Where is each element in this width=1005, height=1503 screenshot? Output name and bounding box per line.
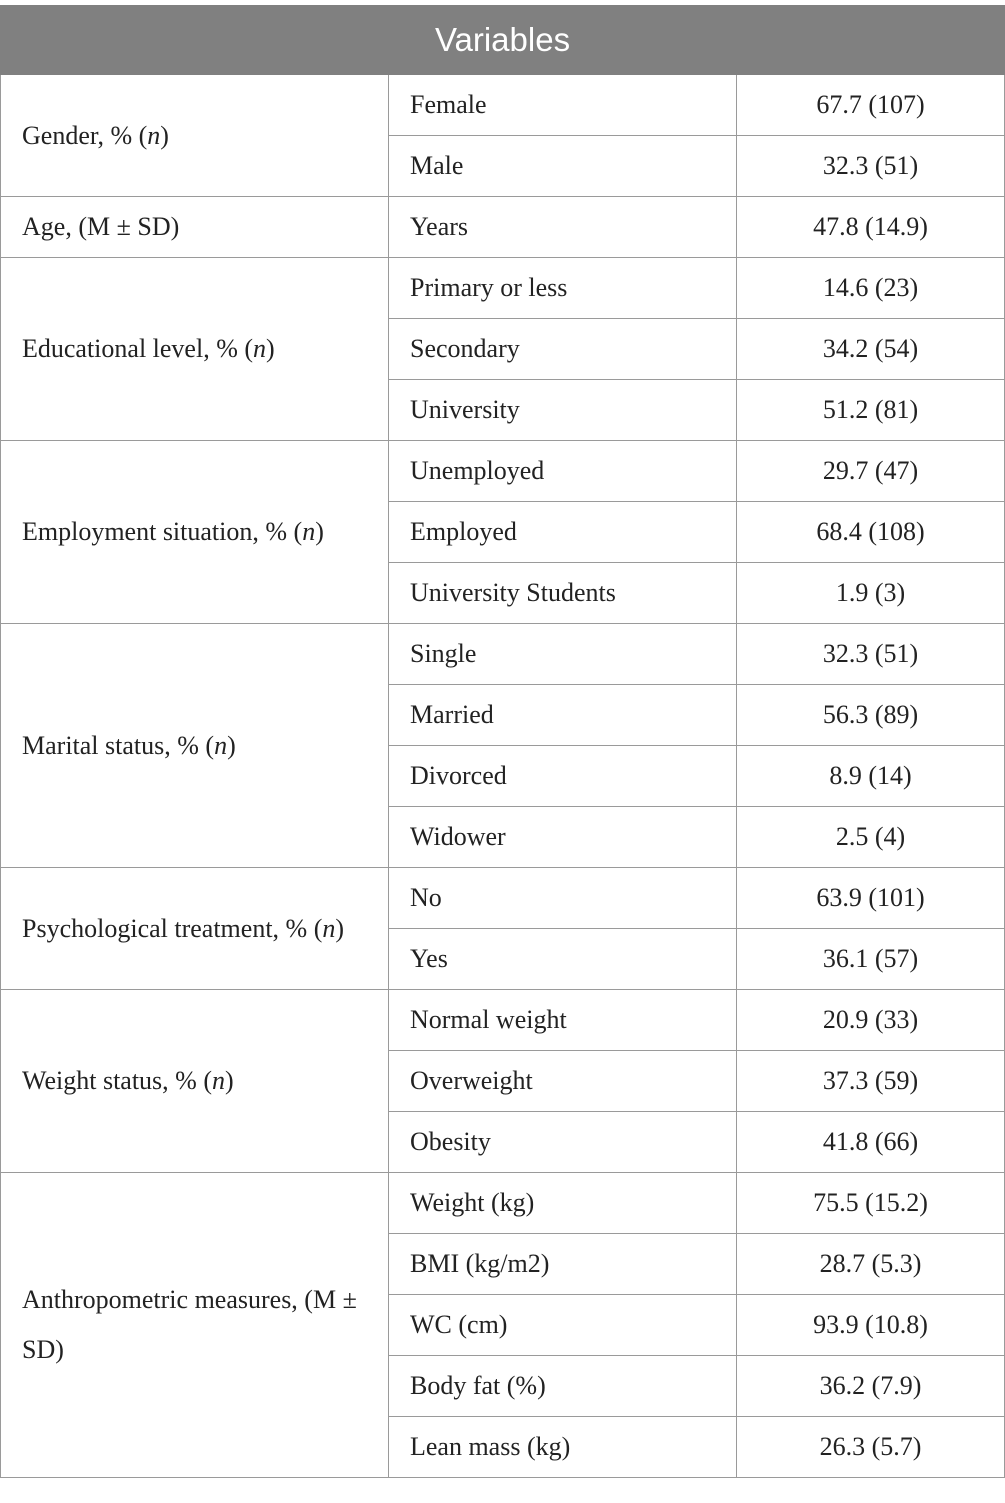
variable-label: Anthropometric measures, (M ± SD) xyxy=(1,1173,389,1478)
value-cell: 14.6 (23) xyxy=(737,258,1005,319)
value-cell: 68.4 (108) xyxy=(737,502,1005,563)
value-cell: 26.3 (5.7) xyxy=(737,1417,1005,1478)
value-cell: 29.7 (47) xyxy=(737,441,1005,502)
value-cell: 8.9 (14) xyxy=(737,746,1005,807)
category-cell: Female xyxy=(389,75,737,136)
category-cell: No xyxy=(389,868,737,929)
category-cell: Obesity xyxy=(389,1112,737,1173)
category-cell: Unemployed xyxy=(389,441,737,502)
value-cell: 1.9 (3) xyxy=(737,563,1005,624)
value-cell: 34.2 (54) xyxy=(737,319,1005,380)
table-row xyxy=(1,75,1005,136)
value-cell: 47.8 (14.9) xyxy=(737,197,1005,258)
value-cell: 36.2 (7.9) xyxy=(737,1356,1005,1417)
value-cell: 36.1 (57) xyxy=(737,929,1005,990)
table-container xyxy=(0,5,1004,1478)
variable-label: Weight status, % (n) xyxy=(1,990,389,1173)
value-cell: 93.9 (10.8) xyxy=(737,1295,1005,1356)
category-cell: WC (cm) xyxy=(389,1295,737,1356)
table-row xyxy=(1,868,1005,929)
category-cell: Primary or less xyxy=(389,258,737,319)
value-cell: 28.7 (5.3) xyxy=(737,1234,1005,1295)
table-row xyxy=(1,441,1005,502)
value-cell: 67.7 (107) xyxy=(737,75,1005,136)
category-cell: Normal weight xyxy=(389,990,737,1051)
variable-label: Psychological treatment, % (n) xyxy=(1,868,389,990)
category-cell: BMI (kg/m2) xyxy=(389,1234,737,1295)
table-row xyxy=(1,1173,1005,1234)
header-row xyxy=(1,6,1005,75)
variable-label: Educational level, % (n) xyxy=(1,258,389,441)
value-cell: 32.3 (51) xyxy=(737,624,1005,685)
value-cell: 37.3 (59) xyxy=(737,1051,1005,1112)
category-cell: Secondary xyxy=(389,319,737,380)
category-cell: Years xyxy=(389,197,737,258)
category-cell: Weight (kg) xyxy=(389,1173,737,1234)
category-cell: Male xyxy=(389,136,737,197)
value-cell: 41.8 (66) xyxy=(737,1112,1005,1173)
value-cell: 56.3 (89) xyxy=(737,685,1005,746)
variable-label: Gender, % (n) xyxy=(1,75,389,197)
category-cell: Single xyxy=(389,624,737,685)
value-cell: 32.3 (51) xyxy=(737,136,1005,197)
category-cell: Married xyxy=(389,685,737,746)
value-cell: 75.5 (15.2) xyxy=(737,1173,1005,1234)
table-body xyxy=(1,75,1005,1478)
category-cell: Overweight xyxy=(389,1051,737,1112)
category-cell: Divorced xyxy=(389,746,737,807)
value-cell: 2.5 (4) xyxy=(737,807,1005,868)
category-cell: Yes xyxy=(389,929,737,990)
value-cell: 63.9 (101) xyxy=(737,868,1005,929)
category-cell: Body fat (%) xyxy=(389,1356,737,1417)
variable-label: Marital status, % (n) xyxy=(1,624,389,868)
table-row xyxy=(1,624,1005,685)
category-cell: University Students xyxy=(389,563,737,624)
table-row xyxy=(1,197,1005,258)
table-row xyxy=(1,990,1005,1051)
value-cell: 20.9 (33) xyxy=(737,990,1005,1051)
variable-label: Employment situation, % (n) xyxy=(1,441,389,624)
variable-label: Age, (M ± SD) xyxy=(1,197,389,258)
variables-table xyxy=(0,5,1005,1478)
category-cell: Lean mass (kg) xyxy=(389,1417,737,1478)
category-cell: Employed xyxy=(389,502,737,563)
table-row xyxy=(1,258,1005,319)
table-header: Variables xyxy=(1,6,1005,75)
value-cell: 51.2 (81) xyxy=(737,380,1005,441)
category-cell: University xyxy=(389,380,737,441)
category-cell: Widower xyxy=(389,807,737,868)
